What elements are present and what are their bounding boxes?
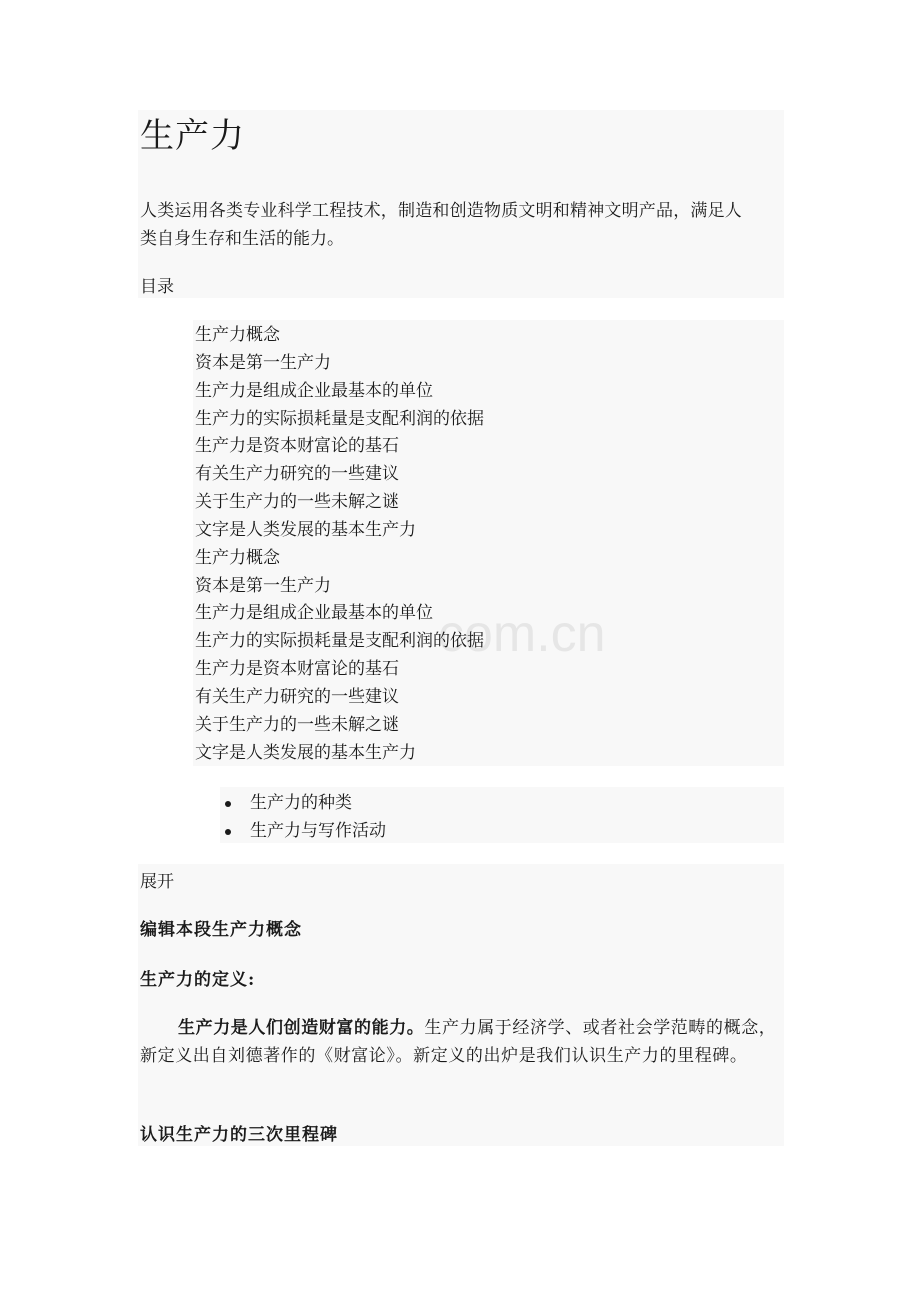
toc-link[interactable]: 文字是人类发展的基本生产力 [195, 519, 416, 540]
definition-bold: 生产力是人们创造财富的能力。 [178, 1018, 425, 1038]
bullet-icon [225, 829, 231, 835]
definition-rest: 生产力属于经济学、或者社会学范畴的概念，新定义出自刘德著作的《财富论》。新定义的出炉是我们认识生产力的里程碑。 [140, 1018, 777, 1066]
intro-line-2: 类自身生存和生活的能力。 [140, 229, 344, 249]
toc-link[interactable]: 资本是第一生产力 [195, 575, 331, 596]
toc-link[interactable]: 有关生产力研究的一些建议 [195, 686, 399, 707]
section-heading: 编辑本段生产力概念 [140, 920, 302, 940]
expand-link[interactable]: 展开 [140, 872, 174, 892]
toc-link[interactable]: 生产力概念 [195, 547, 280, 568]
toc-link[interactable]: 关于生产力的一些未解之谜 [195, 714, 399, 735]
milestones-heading: 认识生产力的三次里程碑 [140, 1125, 338, 1145]
toc-label: 目录 [140, 277, 174, 297]
toc-link[interactable]: 关于生产力的一些未解之谜 [195, 492, 399, 513]
toc-link[interactable]: 生产力的实际损耗量是支配利润的依据 [195, 408, 484, 429]
definition-heading: 生产力的定义: [140, 970, 256, 990]
toc-link[interactable]: 生产力是组成企业最基本的单位 [195, 380, 433, 401]
toc-link[interactable]: 生产力的实际损耗量是支配利润的依据 [195, 631, 484, 652]
definition-paragraph [140, 1014, 784, 1070]
toc-link[interactable]: 生产力是资本财富论的基石 [195, 659, 399, 680]
table-of-contents [195, 322, 484, 768]
watermark-text: com.cn [438, 605, 606, 663]
list-item-label: 生产力与写作活动 [250, 821, 386, 841]
toc-link[interactable]: 生产力概念 [195, 325, 280, 345]
bullet-icon [225, 801, 231, 807]
intro-line-1: 人类运用各类专业科学工程技术，制造和创造物质文明和精神文明产品，满足人 [140, 201, 742, 221]
toc-link[interactable]: 生产力是资本财富论的基石 [195, 436, 399, 457]
page-title: 生产力 [140, 116, 245, 156]
toc-link[interactable]: 有关生产力研究的一些建议 [195, 464, 399, 485]
toc-link[interactable]: 生产力是组成企业最基本的单位 [195, 603, 433, 624]
content-band [138, 864, 784, 1146]
list-item-label: 生产力的种类 [250, 793, 352, 813]
toc-link[interactable]: 文字是人类发展的基本生产力 [195, 742, 416, 763]
toc-link[interactable]: 资本是第一生产力 [195, 352, 331, 373]
